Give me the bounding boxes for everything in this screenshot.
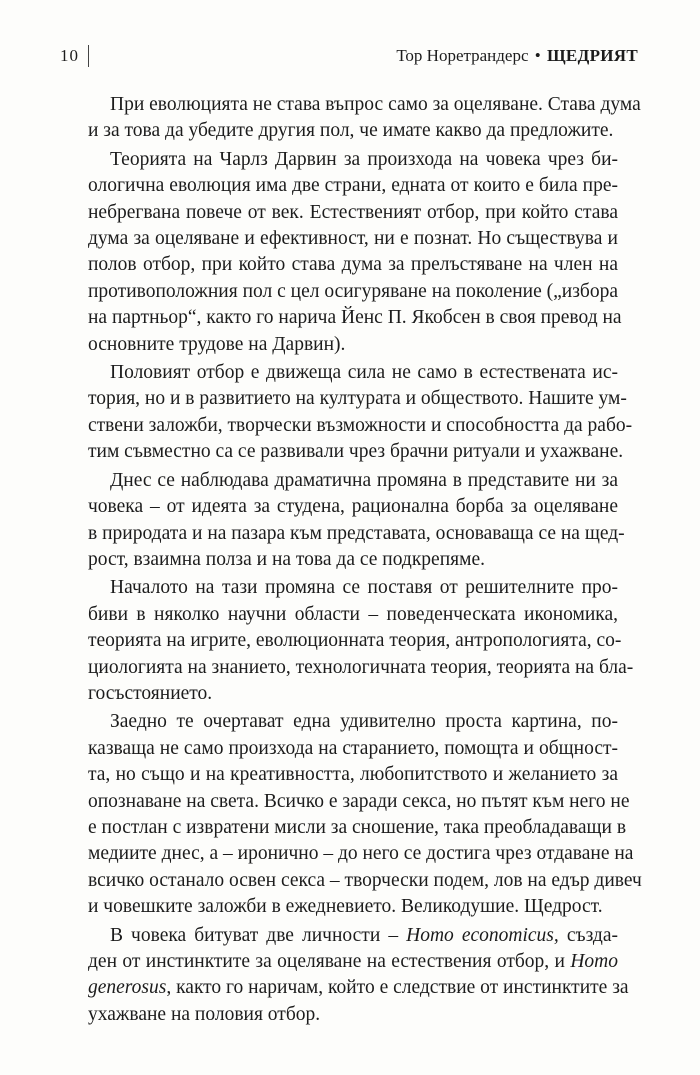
italic-term: generosus — [88, 977, 167, 999]
text-line: противоположния пол с цел осигуряване на поколение („избора — [88, 280, 618, 302]
text-line: и човешките заложби в ежедневието. Великодушие. Щедрост. — [88, 896, 603, 918]
running-title — [396, 46, 638, 66]
text-line: циологията на знанието, технологичната теория, теорията на бла- — [88, 656, 634, 678]
text-line: ухажване на половия отбор. — [88, 1003, 321, 1025]
title-separator: • — [534, 46, 541, 65]
text-line: полов отбор, при който става дума за прелъстяване на член на — [88, 254, 618, 276]
text-line: теорията на игрите, еволюционната теория, антропологията, со- — [88, 630, 622, 652]
paragraph — [88, 575, 634, 707]
text-run: В човека битуват две личности – — [110, 924, 407, 946]
text-run: ден от инстинктите за оцеляване на естествения отбор, и — [88, 951, 571, 972]
page-number: 10 — [60, 46, 79, 65]
text-line: При еволюцията не става въпрос само за оцеляване. Става дума — [110, 94, 641, 115]
text-line: госъстоянието. — [88, 682, 213, 704]
text-line: в природата и на пазара към представата, основаваща се на щед- — [88, 522, 625, 544]
text-line: тим съвместно са се развивали чрез брачни ритуали и ухажване. — [88, 441, 624, 463]
text-line: та, но също и на креативността, любопитството и желанието за — [88, 764, 618, 786]
text-line: Половият отбор е движеща сила не само в естествената ис- — [110, 362, 618, 384]
text-line: небрегвана повече от век. Естественият отбор, при който става — [88, 201, 618, 223]
paragraph — [88, 92, 641, 145]
text-line: човека – от идеята за студена, рационална борба за оцеляване — [88, 496, 618, 518]
body-text — [88, 92, 642, 1030]
author-name: Тор Норетрандерс — [396, 46, 529, 65]
text-line: Заедно те очертават една удивително проста картина, по- — [110, 711, 618, 733]
text-line: ологична еволюция има две страни, едната от които е била пре- — [88, 175, 618, 197]
text-line: казваща не само произхода на старанието, помощта и общност- — [88, 737, 618, 759]
book-title: ЩЕДРИЯТ — [546, 46, 638, 65]
text-line: ствени заложби, творчески възможности и способността да рабо- — [88, 414, 633, 436]
text-line: дума за оцеляване и ефективност, ни е познат. Но съществува и — [88, 228, 618, 250]
text-line: опознаване на света. Всичко е заради секса, но пътят към него не — [88, 790, 630, 812]
text-line: биви в няколко научни области – поведенческата икономика, — [88, 603, 618, 625]
paragraph — [88, 360, 633, 466]
text-run: , както го наричам, който е следствие от инстинктите за — [166, 977, 629, 999]
text-line: тория, но и в развитието на културата и обществото. Нашите ум- — [88, 388, 627, 410]
text-line — [88, 975, 629, 1001]
text-line: е постлан с извратени мисли за сношение, така преобладаващи в — [88, 816, 627, 838]
paragraph — [88, 709, 642, 920]
paragraph — [88, 147, 622, 358]
text-line: Днес се наблюдава драматична промяна в представите ни за — [110, 469, 618, 491]
italic-term: Homo economicus, — [406, 924, 559, 946]
italic-term: Homo — [570, 951, 618, 972]
text-line — [88, 923, 618, 949]
text-line: на партньор“, както го нарича Йенс П. Якобсен в своя превод на — [88, 307, 622, 329]
header-divider — [88, 45, 89, 67]
text-line: рост, взаимна полза и на това да се подкрепяме. — [88, 548, 485, 570]
text-line: всичко останало освен секса – творчески подем, лов на едър дивеч — [88, 869, 642, 891]
text-line: медиите днес, а – иронично – до него се достига чрез отдаване на — [88, 843, 634, 865]
text-run: създа- — [558, 924, 618, 946]
running-header — [60, 44, 638, 74]
text-line: Началото на тази промяна се поставя от решителните про- — [110, 577, 618, 599]
text-line: и за това да убедите другия пол, че имате какво да предложите. — [88, 120, 614, 142]
paragraph — [88, 468, 625, 574]
text-line: основните трудове на Дарвин). — [88, 333, 346, 355]
text-line: Теорията на Чарлз Дарвин за произхода на човека чрез би- — [110, 148, 618, 170]
paragraph — [88, 923, 629, 1029]
text-line — [88, 949, 618, 975]
